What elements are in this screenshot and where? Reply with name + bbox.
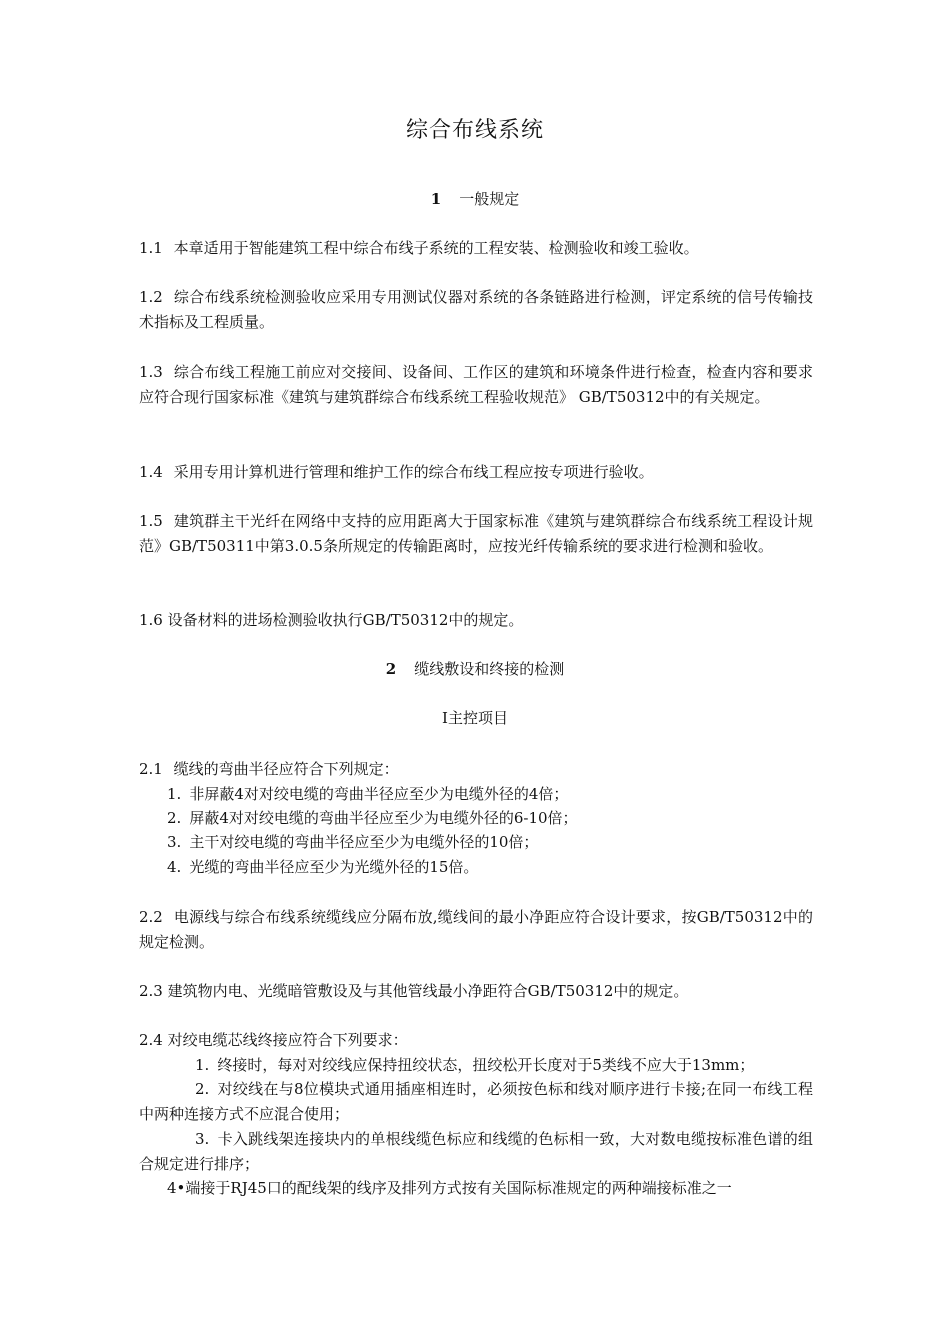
clause-2-1: [139, 757, 813, 782]
list-text: 主干对绞电缆的弯曲半径应至少为电缆外径的10倍；: [189, 833, 539, 851]
section-title: 一般规定: [459, 190, 520, 208]
clause-text: 综合布线系统检测验收应采用专用测试仪器对系统的各条链路进行检测，评定系统的信号传输技术指标及工程质量。: [139, 288, 813, 331]
clause-2-3: [139, 979, 813, 1004]
clause-1-1: [139, 236, 813, 261]
list-item: [139, 1176, 813, 1201]
clause-number: 1.1: [139, 239, 163, 257]
list-number: 3.: [167, 833, 182, 851]
subsection-heading: I主控项目: [442, 709, 508, 727]
section-1-heading: [0, 189, 950, 209]
list-number: 4•: [167, 1179, 186, 1197]
clause-1-2: [139, 285, 813, 335]
list-text: 卡入跳线架连接块内的单根线缆色标应和线缆的色标相一致，大对数电缆按标准色谱的组合规定进行排序；: [139, 1130, 813, 1173]
list-item: [139, 1127, 813, 1177]
clause-number: 1.6: [139, 611, 163, 629]
list-number: 3.: [195, 1130, 210, 1148]
clause-number: 1.2: [139, 288, 163, 306]
list-number: 2.: [195, 1080, 210, 1098]
list-text: 对绞线在与8位模块式通用插座相连时，必须按色标和线对顺序进行卡接;在同一布线工程中两种连接方式不应混合使用；: [139, 1080, 813, 1123]
document-title: 综合布线系统: [405, 118, 544, 143]
clause-text: 建筑群主干光纤在网络中支持的应用距离大于国家标准《建筑与建筑群综合布线系统工程设计规范》GB/T50311中第3.0.5条所规定的传输距离时，应按光纤传输系统的要求进行检测和验收。: [139, 512, 813, 555]
list-item: [167, 855, 813, 880]
clause-2-4: [139, 1028, 813, 1053]
clause-number: 1.3: [139, 363, 163, 381]
clause-text: 采用专用计算机进行管理和维护工作的综合布线工程应按专项进行验收。: [173, 463, 654, 481]
clause-number: 1.5: [139, 512, 163, 530]
list-number: 2.: [167, 809, 182, 827]
section-2-heading: [0, 659, 950, 679]
clause-number: 2.1: [139, 760, 163, 778]
list-text: 屏蔽4对对绞电缆的弯曲半径应至少为电缆外径的6-10倍；: [189, 809, 578, 827]
clause-text: 对绞电缆芯线终接应符合下列要求：: [167, 1031, 408, 1049]
clause-text: 综合布线工程施工前应对交接间、设备间、工作区的建筑和环境条件进行检查，检查内容和要求应符合现行国家标准《建筑与建筑群综合布线系统工程验收规范》 GB/T50312中的有关规定。: [139, 363, 813, 406]
clause-1-4: [139, 460, 813, 485]
list-number: 4.: [167, 858, 182, 876]
clause-text: 建筑物内电、光缆暗管敷设及与其他管线最小净距符合GB/T50312中的规定。: [167, 982, 689, 1000]
list-text: 非屏蔽4对对绞电缆的弯曲半径应至少为电缆外径的4倍；: [189, 785, 569, 803]
section-title: 缆线敷设和终接的检测: [414, 660, 565, 678]
list-item: [167, 806, 813, 831]
list-item: [167, 782, 813, 807]
section-number: 1: [430, 190, 442, 208]
clause-text: 设备材料的进场检测验收执行GB/T50312中的规定。: [167, 611, 524, 629]
clause-number: 2.3: [139, 982, 163, 1000]
clause-1-3: [139, 360, 813, 410]
clause-number: 1.4: [139, 463, 163, 481]
clause-1-6: [139, 608, 813, 633]
clause-2-2: [139, 905, 813, 955]
list-text: 端接于RJ45口的配线架的线序及排列方式按有关国际标准规定的两种端接标准之一: [185, 1179, 732, 1197]
clause-text: 电源线与综合布线系统缆线应分隔布放,缆线间的最小净距应符合设计要求，按GB/T50312中的规定检测。: [139, 908, 813, 951]
list-item: [139, 1053, 813, 1078]
clause-number: 2.2: [139, 908, 163, 926]
clause-text: 缆线的弯曲半径应符合下列规定：: [173, 760, 399, 778]
list-number: 1.: [195, 1056, 210, 1074]
list-item: [167, 830, 813, 855]
clause-1-5: [139, 509, 813, 559]
section-number: 2: [385, 660, 397, 678]
list-item: [139, 1077, 813, 1127]
list-text: 光缆的弯曲半径应至少为光缆外径的15倍。: [189, 858, 479, 876]
clause-text: 本章适用于智能建筑工程中综合布线子系统的工程安装、检测验收和竣工验收。: [173, 239, 699, 257]
clause-number: 2.4: [139, 1031, 163, 1049]
list-number: 1.: [167, 785, 182, 803]
list-text: 终接时，每对对绞线应保持扭绞状态，扭绞松开长度对于5类线不应大于13mm；: [217, 1056, 755, 1074]
